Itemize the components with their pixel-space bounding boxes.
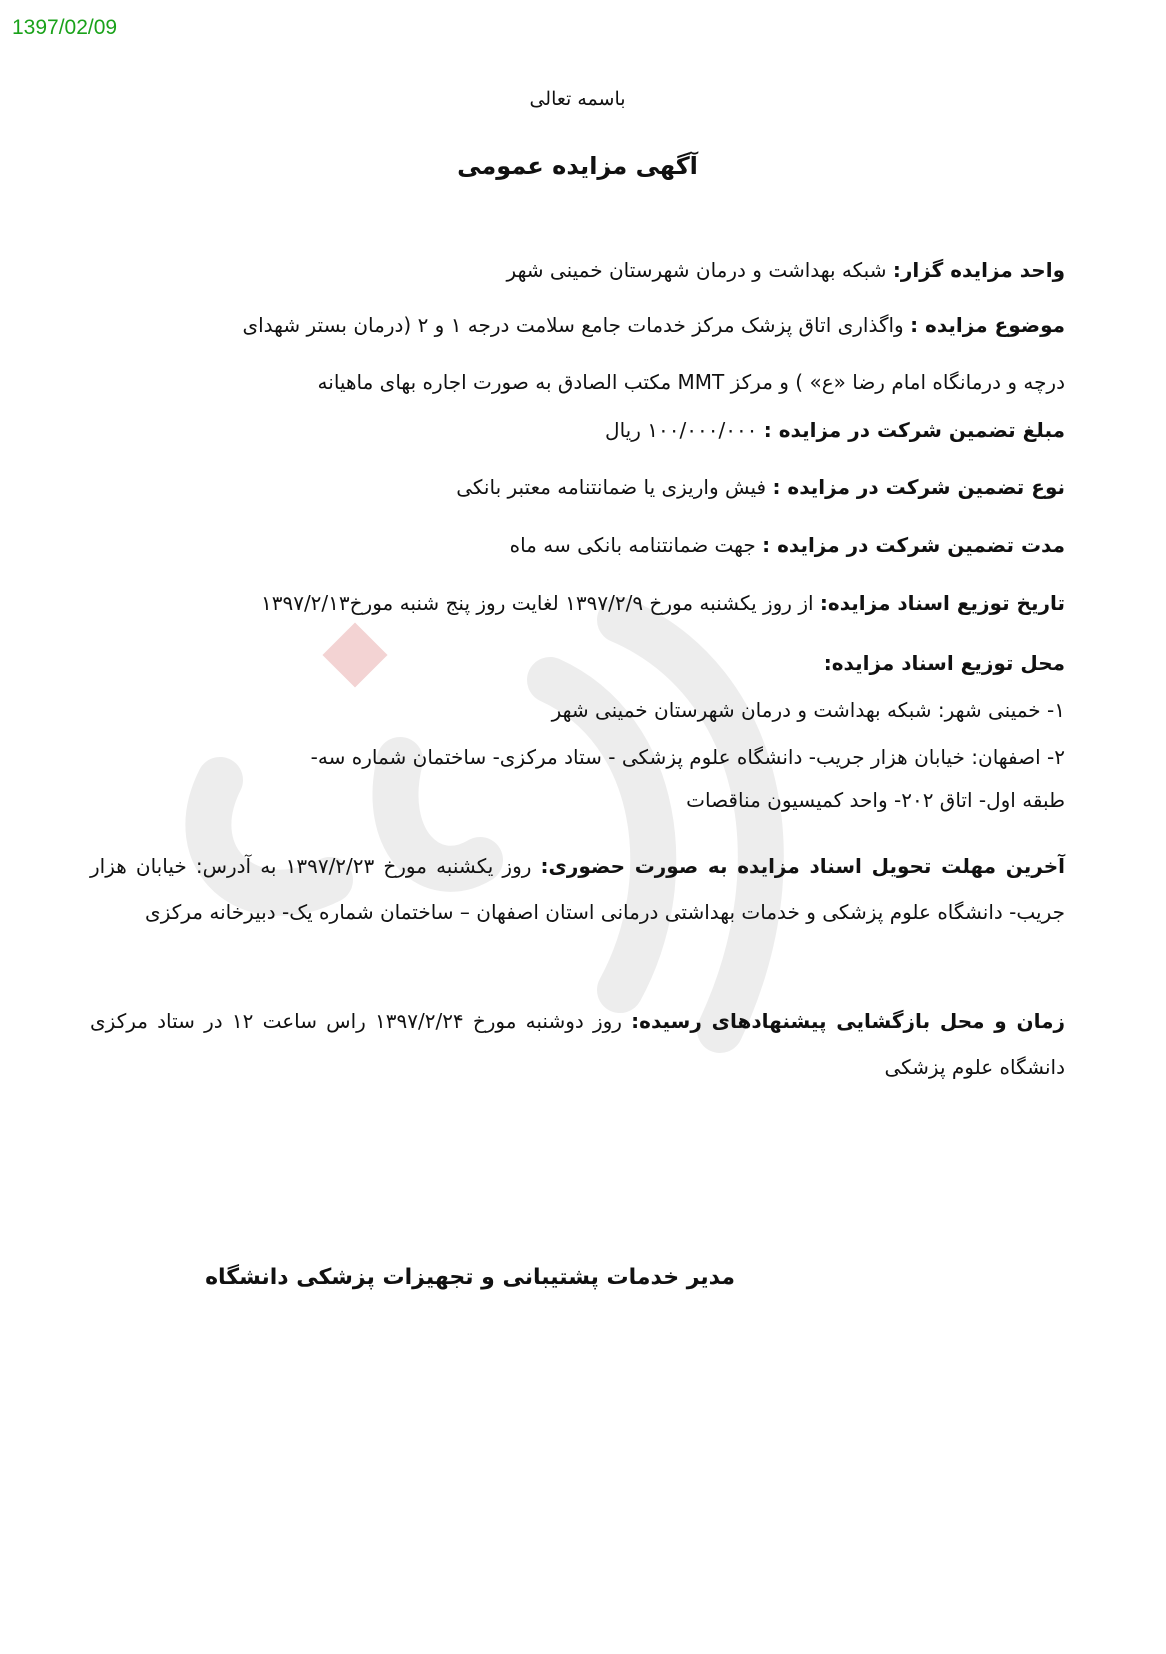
place-1: ۱- خمینی شهر: شبکه بهداشت و درمان شهرستان خمینی شهر (551, 698, 1065, 722)
deadline (90, 843, 1065, 935)
document-title: آگهی مزایده عمومی (457, 152, 698, 180)
basmala: باسمه تعالی (529, 88, 626, 110)
deadline-label: آخرین مهلت تحویل اسناد مزایده به صورت حضوری: (540, 854, 1065, 878)
guarantee-type-value: فیش واریزی یا ضمانتنامه معتبر بانکی (456, 475, 773, 499)
unit-label: واحد مزایده گزار: (892, 258, 1065, 282)
auction-subject (90, 310, 1065, 340)
place-2-line-1: ۲- اصفهان: خیابان هزار جریب- دانشگاه علوم پزشکی - ستاد مرکزی- ساختمان شماره سه- (310, 745, 1065, 769)
distribution-date-label: تاریخ توزیع اسناد مزایده: (819, 591, 1065, 615)
signature: مدیر خدمات پشتیبانی و تجهیزات پزشکی دانشگاه (205, 1265, 735, 1290)
subject-line-1: واگذاری اتاق پزشک مرکز خدمات جامع سلامت درجه ۱ و ۲ (درمان بستر شهدای (242, 313, 911, 337)
opening-label: زمان و محل بازگشایی پیشنهادهای رسیده: (631, 1009, 1066, 1033)
deadline-value: روز یکشنبه مورخ ۱۳۹۷/۲/۲۳ به آدرس: خیابان هزار جریب- دانشگاه علوم پزشکی و خدمات بهداشتی درمانی استان اصفهان – ساختمان شماره یک- دبیرخانه مرکزی (90, 854, 1065, 924)
guarantee-amount-value: ۱۰۰/۰۰۰/۰۰۰ ریال (605, 418, 764, 442)
unit-value: شبکه بهداشت و درمان شهرستان خمینی شهر (506, 258, 893, 282)
place-2-line-2: طبقه اول- اتاق ۲۰۲- واحد کمیسیون مناقصات (686, 788, 1065, 812)
subject-label: موضوع مزایده : (910, 313, 1065, 337)
distribution-place-heading: محل توزیع اسناد مزایده: (823, 651, 1065, 675)
guarantee-duration (90, 530, 1065, 560)
guarantee-type (90, 472, 1065, 502)
distribution-date (90, 588, 1065, 618)
guarantee-amount (90, 415, 1065, 445)
distribution-date-value: از روز یکشنبه مورخ ۱۳۹۷/۲/۹ لغایت روز پنج شنبه مورخ۱۳۹۷/۲/۱۳ (260, 591, 820, 615)
stamp-date: 1397/02/09 (12, 16, 118, 39)
auction-unit (90, 255, 1065, 285)
guarantee-duration-label: مدت تضمین شرکت در مزایده : (762, 533, 1065, 557)
guarantee-duration-value: جهت ضمانتنامه بانکی سه ماه (509, 533, 763, 557)
subject-line-2: درچه و درمانگاه امام رضا «ع» ) و مرکز MMT مکتب الصادق به صورت اجاره بهای ماهیانه (317, 370, 1065, 394)
guarantee-type-label: نوع تضمین شرکت در مزایده : (772, 475, 1065, 499)
distribution-place-label (90, 648, 1065, 678)
opening-value: روز دوشنبه مورخ ۱۳۹۷/۲/۲۴ راس ساعت ۱۲ در ستاد مرکزی دانشگاه علوم پزشکی (90, 1009, 1065, 1079)
opening (90, 998, 1065, 1090)
guarantee-amount-label: مبلغ تضمین شرکت در مزایده : (763, 418, 1065, 442)
